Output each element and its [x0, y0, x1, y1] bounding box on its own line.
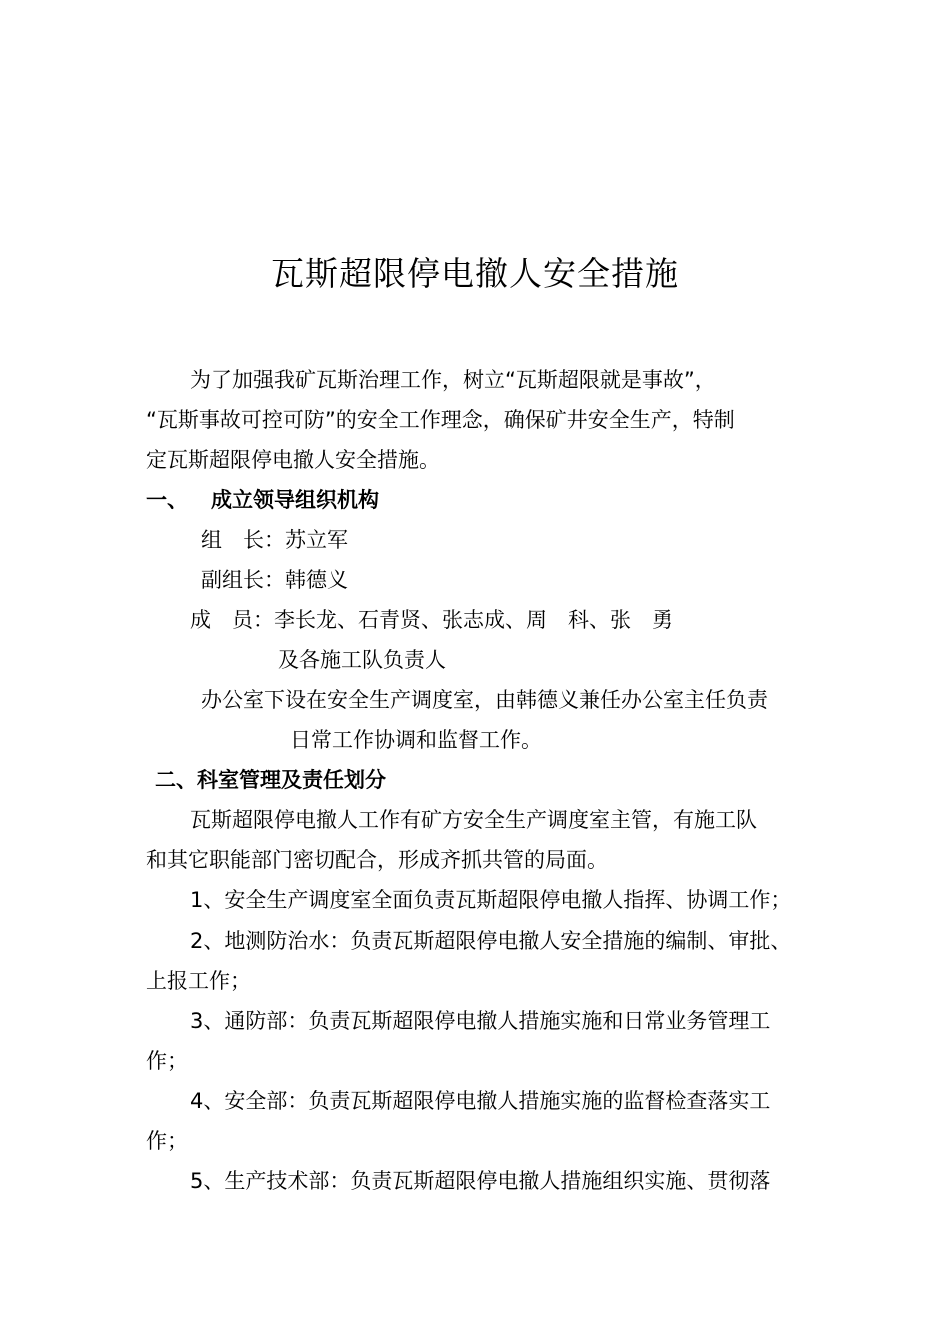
list-item-1: 1、安全生产调度室全面负责瓦斯超限停电撤人指挥、协调工作；	[190, 888, 792, 912]
members-line-1: 成 员：李长龙、石青贤、张志成、周 科、张 勇	[190, 608, 673, 632]
members-line-2: 及各施工队负责人	[278, 648, 446, 672]
section1-number: 一、	[146, 488, 188, 512]
intro-line-2: “瓦斯事故可控可防”的安全工作理念，确保矿井安全生产，特制	[146, 408, 735, 432]
section2-heading: 二、科室管理及责任划分	[155, 768, 386, 792]
section2-para-line-2: 和其它职能部门密切配合，形成齐抓共管的局面。	[146, 848, 608, 872]
office-line-1: 办公室下设在安全生产调度室，由韩德义兼任办公室主任负责	[201, 688, 768, 712]
list-item-5-line-1: 5、生产技术部：负责瓦斯超限停电撤人措施组织实施、贯彻落	[190, 1169, 771, 1193]
office-line-2: 日常工作协调和监督工作。	[290, 728, 542, 752]
list-item-2-line-2: 上报工作；	[146, 969, 251, 993]
section1-heading: 成立领导组织机构	[211, 488, 379, 512]
section2-para-line-1: 瓦斯超限停电撤人工作有矿方安全生产调度室主管，有施工队	[190, 808, 757, 832]
intro-line-3: 定瓦斯超限停电撤人安全措施。	[146, 448, 440, 472]
deputy-leader-line: 副组长：韩德义	[201, 568, 348, 592]
list-item-3-line-1: 3、通防部：负责瓦斯超限停电撤人措施实施和日常业务管理工	[190, 1009, 771, 1033]
list-item-4-line-1: 4、安全部：负责瓦斯超限停电撤人措施实施的监督检查落实工	[190, 1089, 771, 1113]
list-item-3-line-2: 作；	[146, 1049, 188, 1073]
leader-line: 组 长：苏立军	[201, 528, 348, 552]
intro-line-1: 为了加强我矿瓦斯治理工作，树立“瓦斯超限就是事故”，	[190, 368, 716, 392]
document-title: 瓦斯超限停电撤人安全措施	[271, 254, 679, 293]
list-item-2-line-1: 2、地测防治水：负责瓦斯超限停电撤人安全措施的编制、审批、	[190, 929, 792, 953]
list-item-4-line-2: 作；	[146, 1129, 188, 1153]
